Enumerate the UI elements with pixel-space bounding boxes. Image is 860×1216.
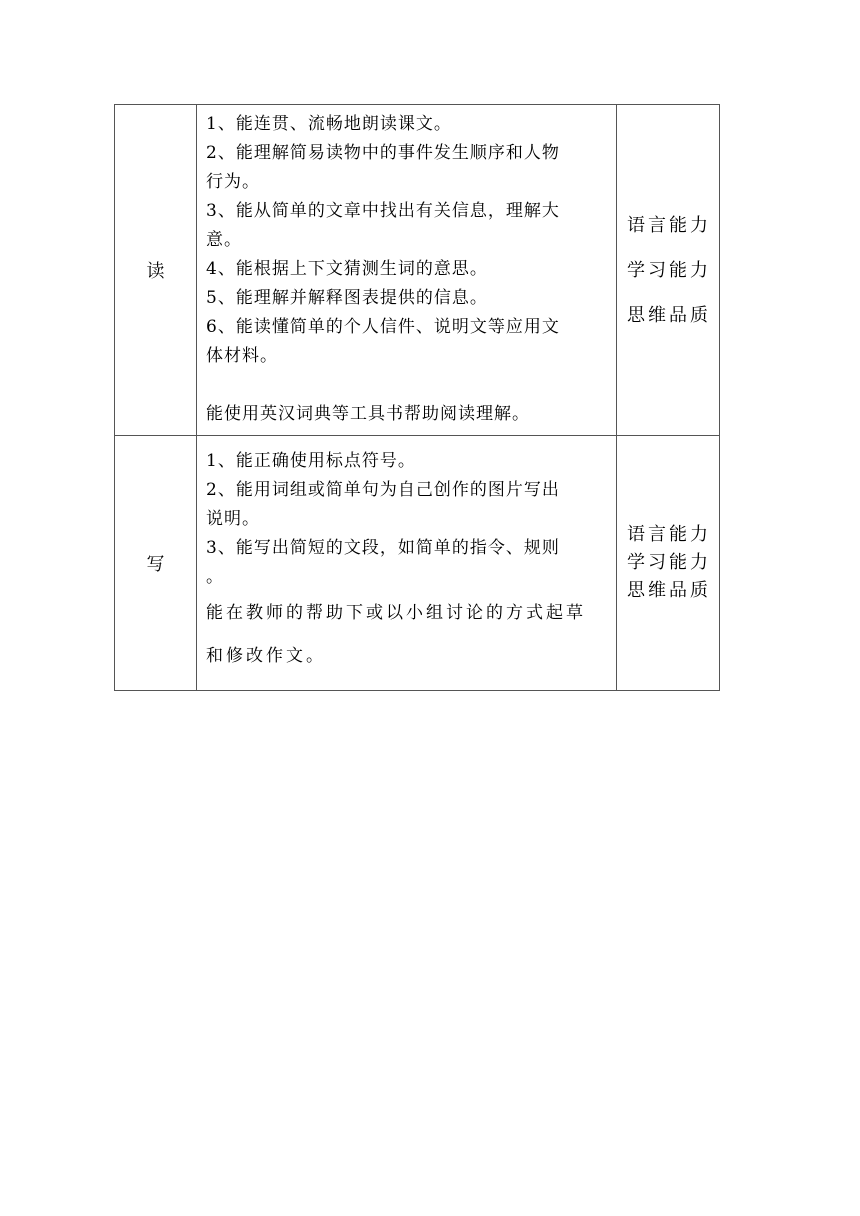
- competency-language: 语言能力: [627, 214, 711, 236]
- competency-language: 语言能力: [627, 524, 711, 545]
- reading-item-5: 5、能理解并解释图表提供的信息。: [206, 288, 488, 308]
- competency-thinking: 思维品质: [627, 304, 711, 326]
- reading-item-6-cont: 体材料。: [206, 346, 278, 366]
- reading-item-2: 2、能理解简易读物中的事件发生顺序和人物: [206, 143, 560, 163]
- writing-item-3-cont: 。: [206, 567, 224, 587]
- spacer: [206, 371, 608, 400]
- reading-item-6: 6、能读懂简单的个人信件、说明文等应用文: [206, 317, 560, 337]
- writing-item-2-cont: 说明。: [206, 509, 260, 529]
- table-row-reading: [115, 105, 720, 436]
- table-row-writing: [115, 436, 720, 691]
- competency-learning: 学习能力: [627, 259, 711, 281]
- reading-item-2-cont: 行为。: [206, 172, 260, 192]
- reading-item-1: 1、能连贯、流畅地朗读课文。: [206, 114, 452, 134]
- competency-cell-writing: [617, 436, 720, 691]
- reading-item-3: 3、能从简单的文章中找出有关信息，理解大: [206, 201, 560, 221]
- reading-note: 能使用英汉词典等工具书帮助阅读理解。: [206, 404, 530, 424]
- curriculum-standards-table: [114, 104, 720, 691]
- skill-cell-reading: 读: [115, 105, 197, 436]
- competency-thinking: 思维品质: [627, 580, 711, 601]
- reading-item-4: 4、能根据上下文猜测生词的意思。: [206, 259, 488, 279]
- skill-cell-writing: 写: [115, 436, 197, 691]
- writing-note-cont: 和修改作文。: [206, 646, 326, 666]
- description-cell-writing: [197, 436, 617, 691]
- competency-learning: 学习能力: [627, 552, 711, 573]
- description-cell-reading: [197, 105, 617, 436]
- writing-item-2: 2、能用词组或简单句为自己创作的图片写出: [206, 480, 560, 500]
- reading-item-3-cont: 意。: [206, 230, 242, 250]
- writing-item-1: 1、能正确使用标点符号。: [206, 451, 416, 471]
- writing-note: 能在教师的帮助下或以小组讨论的方式起草: [206, 603, 586, 623]
- competency-cell-reading: [617, 105, 720, 436]
- writing-item-3: 3、能写出简短的文段，如简单的指令、规则: [206, 538, 560, 558]
